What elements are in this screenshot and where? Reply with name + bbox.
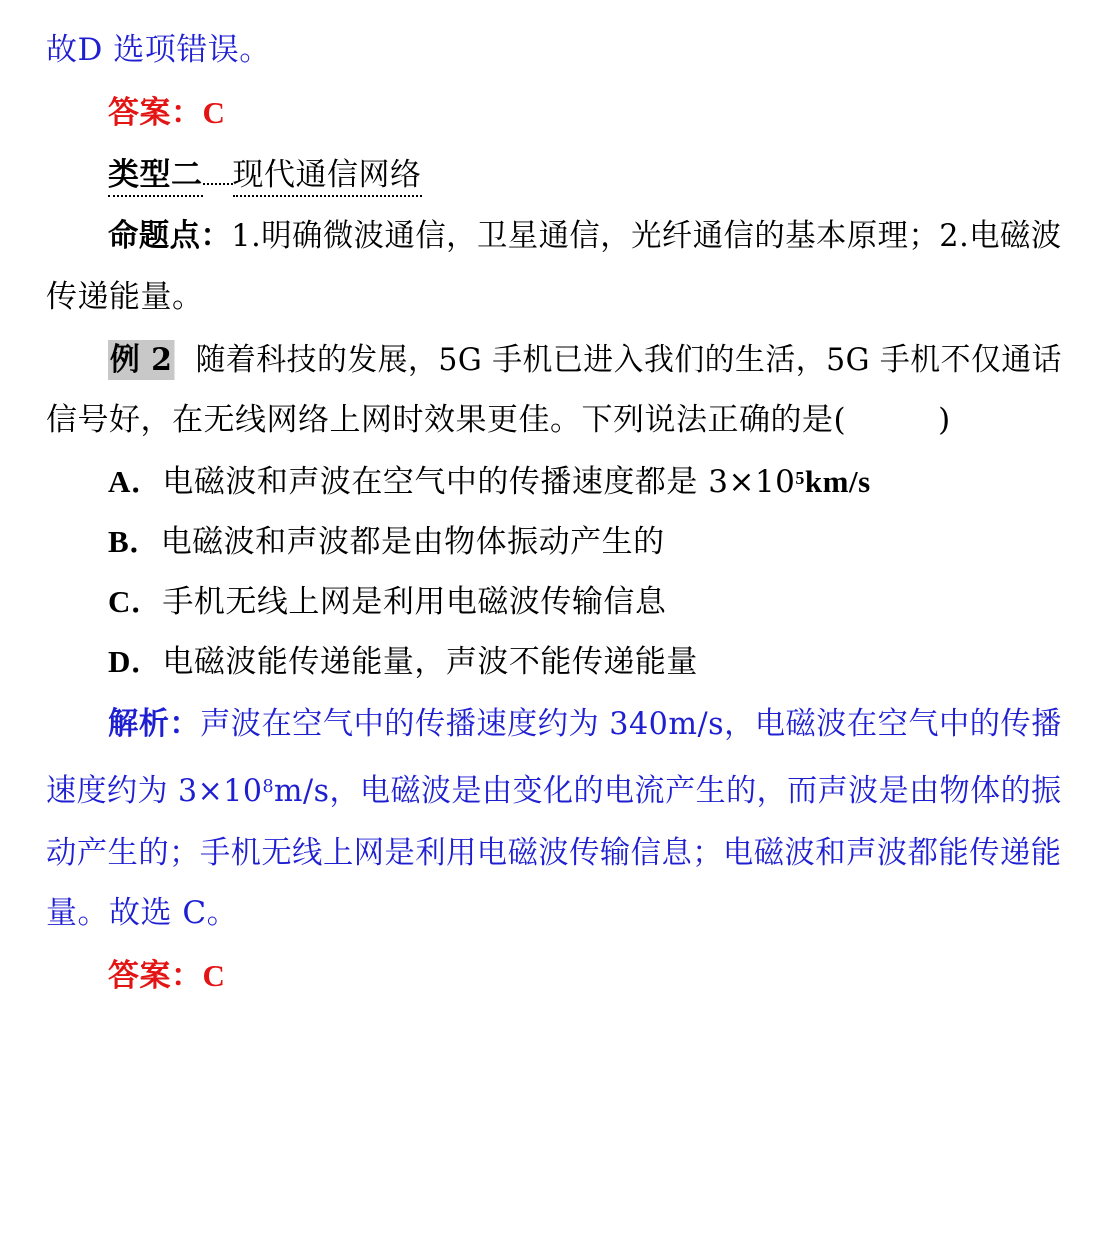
option-d-letter: D． <box>108 644 163 679</box>
proposition-line-2 <box>46 277 204 317</box>
example-text-2: 信号好，在无线网络上网时效果更佳。下列说法正确的是( <box>46 402 847 438</box>
analysis-text-3: 动产生的；手机无线上网是利用电磁波传输信息；电磁波和声波都能传递能 <box>46 835 1062 871</box>
answer-2 <box>108 956 225 996</box>
option-a <box>108 462 871 502</box>
analysis-text-2b: m/s，电磁波是由变化的电流产生的，而声波是由物体的振 <box>274 773 1062 809</box>
analysis-line-3 <box>46 833 1061 873</box>
section-heading-gap <box>203 181 233 185</box>
example-text-1: 随着科技的发展，5G 手机已进入我们的生活，5G 手机不仅通话 <box>195 342 1063 378</box>
section-heading <box>108 155 422 195</box>
section-type-label: 类型二 <box>108 157 203 197</box>
option-a-tail: km/s <box>804 464 871 499</box>
analysis-text-1: 声波在空气中的传播速度约为 340m/s，电磁波在空气中的传播 <box>200 706 1062 742</box>
prev-analysis-tail <box>46 30 271 70</box>
option-a-letter: A． <box>108 464 163 499</box>
analysis-sup: 8 <box>262 776 275 797</box>
option-b <box>108 522 665 562</box>
answer-2-label: 答案： <box>108 958 203 994</box>
analysis-line-4 <box>46 893 238 933</box>
analysis-text-4: 量。故选 C。 <box>46 895 239 931</box>
option-c <box>108 582 666 622</box>
analysis-text-2a: 速度约为 3×10 <box>46 773 263 809</box>
option-c-letter: C． <box>108 584 163 619</box>
answer-2-value: C <box>202 958 226 993</box>
section-title: 现代通信网络 <box>233 157 422 197</box>
option-b-text: 电磁波和声波都是由物体振动产生的 <box>160 524 665 560</box>
proposition-text-2: 传递能量。 <box>46 279 204 315</box>
option-d-text: 电磁波能传递能量，声波不能传递能量 <box>162 644 698 680</box>
answer-1-value: C <box>202 95 226 130</box>
example-line-2 <box>46 400 951 440</box>
analysis-line-2 <box>46 771 1062 811</box>
option-b-letter: B． <box>108 524 161 559</box>
option-a-text: 电磁波和声波在空气中的传播速度都是 3×10 <box>162 464 796 500</box>
analysis-label: 解析： <box>108 706 201 742</box>
example-label: 例 2 <box>109 342 173 378</box>
answer-1 <box>108 93 225 133</box>
option-d <box>108 642 698 682</box>
analysis-line-1 <box>108 704 1062 744</box>
option-a-sup: 5 <box>795 468 805 488</box>
proposition-text-1: 1.明确微波通信，卫星通信，光纤通信的基本原理；2.电磁波 <box>231 218 1062 254</box>
answer-1-label: 答案： <box>108 95 203 131</box>
option-c-text: 手机无线上网是利用电磁波传输信息 <box>162 584 667 620</box>
example-line-1 <box>108 340 1062 380</box>
example-close-paren: ) <box>938 402 951 438</box>
proposition-label: 命题点： <box>108 218 232 254</box>
prev-analysis-text: 故D 选项错误。 <box>46 32 271 68</box>
proposition-line-1 <box>108 216 1062 256</box>
